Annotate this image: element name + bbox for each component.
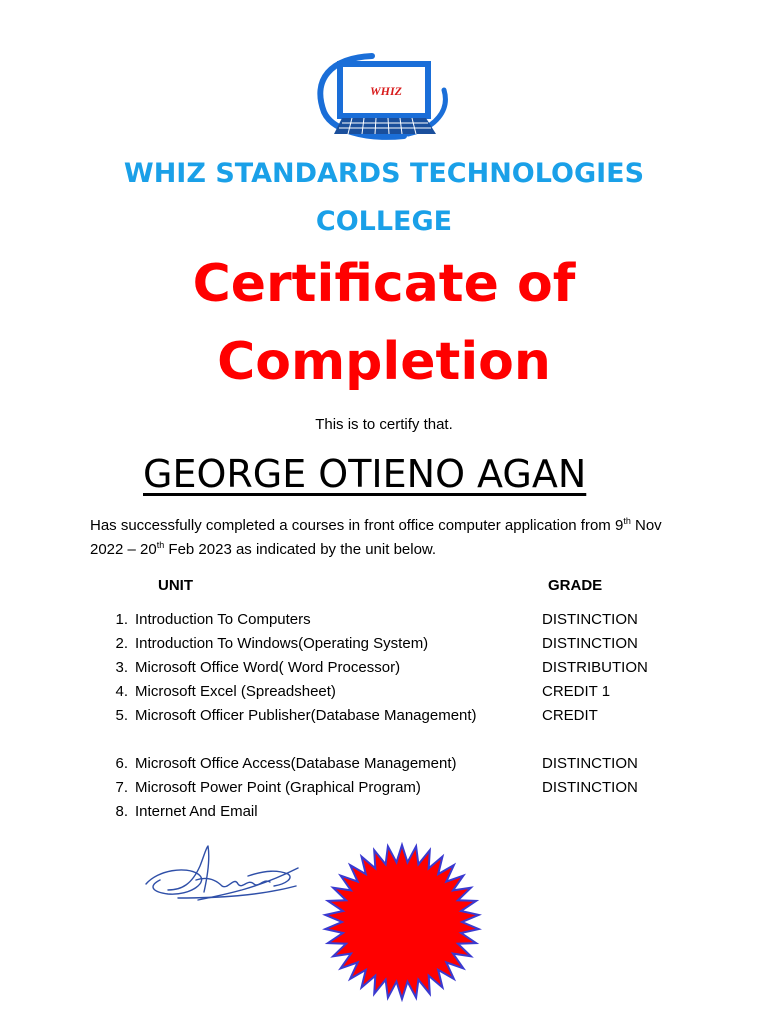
table-row [0, 803, 768, 827]
unit-name: Microsoft Office Access(Database Management) [135, 755, 457, 772]
table-row [0, 611, 768, 635]
unit-grade: DISTRIBUTION [542, 659, 648, 676]
grade-header: GRADE [548, 577, 603, 594]
logo-text: WHIZ [369, 84, 403, 98]
unit-grade: DISTINCTION [542, 755, 638, 772]
row-number: 2. [115, 635, 128, 652]
statement-part3: Feb 2023 as indicated by the unit below. [164, 541, 437, 558]
unit-name: Microsoft Power Point (Graphical Program) [135, 779, 421, 796]
table-row [0, 683, 768, 707]
row-number: 1. [115, 611, 128, 628]
unit-grade: CREDIT 1 [542, 683, 611, 700]
unit-name: Microsoft Officer Publisher(Database Management) [135, 707, 477, 724]
statement-sup2: th [156, 540, 165, 550]
row-number: 3. [115, 659, 128, 676]
row-number: 6. [115, 755, 128, 772]
statement-sup1: th [623, 516, 631, 526]
completion-statement [90, 514, 690, 562]
row-number: 4. [115, 683, 128, 700]
row-number: 5. [115, 707, 128, 724]
certify-text: This is to certify that. [315, 416, 453, 433]
unit-grade: DISTINCTION [542, 611, 638, 628]
table-row [0, 755, 768, 779]
college-name-line1: WHIZ STANDARDS TECHNOLOGIES [123, 158, 645, 189]
table-row [0, 707, 768, 731]
college-logo [312, 50, 452, 142]
certificate-title-line2: Completion [217, 332, 551, 392]
unit-grade: CREDIT [542, 707, 598, 724]
table-row [0, 779, 768, 803]
unit-header: UNIT [158, 577, 193, 594]
unit-name: Introduction To Computers [135, 611, 311, 628]
signature [138, 840, 308, 910]
recipient-name: GEORGE OTIENO AGAN [143, 452, 587, 496]
seal [322, 842, 482, 1002]
unit-grade: DISTINCTION [542, 779, 638, 796]
table-row [0, 635, 768, 659]
unit-grade: DISTINCTION [542, 635, 638, 652]
college-name-line2: COLLEGE [315, 206, 453, 237]
table-row [0, 659, 768, 683]
certificate-title-line1: Certificate of [192, 254, 576, 314]
statement-part1: Has successfully completed a courses in front office computer application from 9 [90, 517, 624, 534]
unit-name: Internet And Email [135, 803, 258, 820]
row-number: 7. [115, 779, 128, 796]
row-number: 8. [115, 803, 128, 820]
statement-part2: Nov 2022 – 20 [90, 517, 662, 558]
unit-name: Microsoft Office Word( Word Processor) [135, 659, 401, 676]
unit-name: Introduction To Windows(Operating System) [135, 635, 429, 652]
unit-name: Microsoft Excel (Spreadsheet) [135, 683, 336, 700]
